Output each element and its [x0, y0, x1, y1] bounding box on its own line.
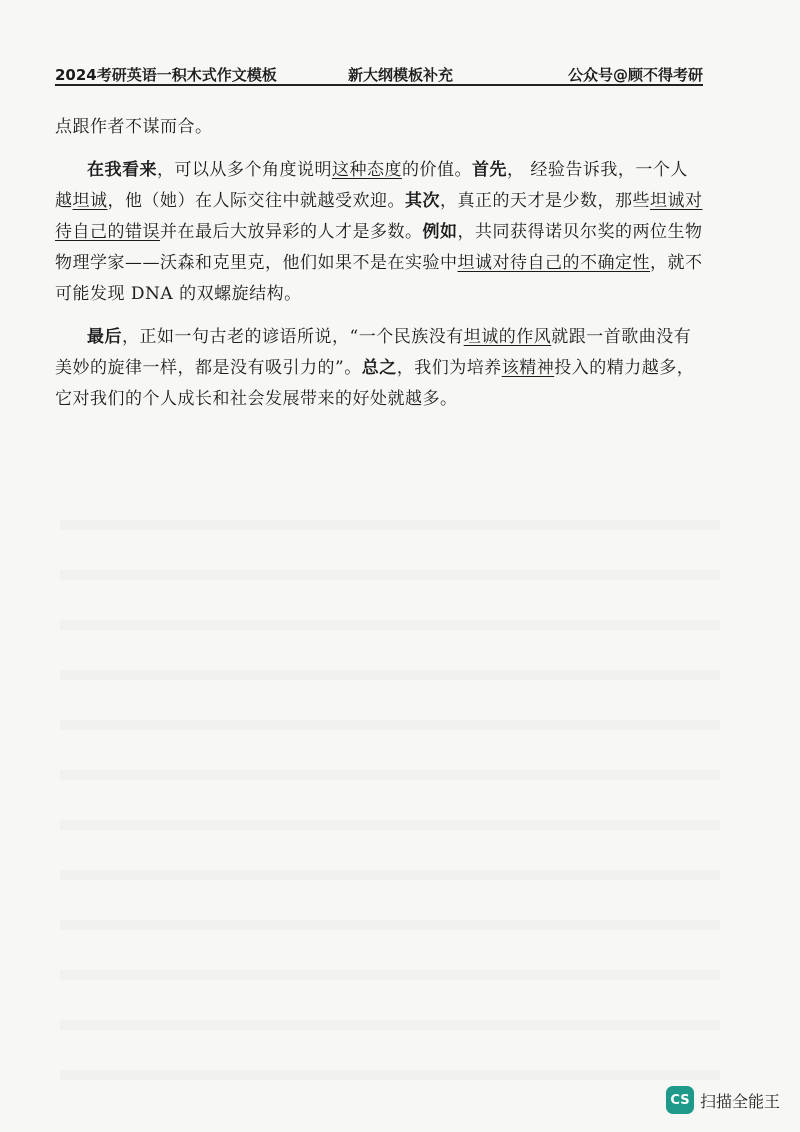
underlined-phrase: 坦诚 [72, 191, 108, 211]
underlined-phrase: 坦诚的作风 [463, 327, 552, 347]
text-run: 投入的精力越多，它对我们的个人成长和社会发展带来的好处就越多。 [55, 358, 695, 409]
header-title: 2024考研英语一积木式作文模板 [55, 66, 277, 84]
paragraph-argument [55, 155, 703, 310]
transition-phrase: 总之 [361, 358, 397, 378]
text-run: ，就不可能发现 DNA 的双螺旋结构。 [55, 253, 703, 304]
text-run: 并在最后大放异彩的人才是多数。 [160, 222, 423, 242]
scanner-watermark [666, 1086, 780, 1114]
header-subtitle: 新大纲模板补充 [348, 66, 454, 84]
text-run: ， 经验告诉我，一个人越 [55, 160, 688, 211]
bleed-through-area [60, 480, 720, 1080]
underlined-phrase: 该精神 [501, 358, 555, 378]
text-run: ，真正的天才是少数，那些 [440, 191, 650, 211]
transition-phrase: 首先 [472, 160, 507, 180]
text-run: 的价值。 [402, 160, 472, 180]
text-run: 就跟一首歌曲没有美妙的旋律一样，都是没有吸引力的”。 [55, 327, 692, 378]
camscanner-logo-icon: CS [666, 1086, 694, 1114]
header-source: 公众号@顾不得考研 [567, 66, 703, 84]
paragraph-continuation: 点跟作者不谋而合。 [55, 117, 213, 137]
underlined-phrase: 坦诚对待自己的错误 [55, 191, 703, 242]
underlined-phrase: 这种态度 [332, 160, 402, 180]
transition-phrase: 在我看来 [87, 160, 157, 180]
underlined-phrase: 坦诚对待自己的不确定性 [457, 253, 650, 273]
text-run: ，正如一句古老的谚语所说，“一个民族没有 [122, 327, 464, 347]
text-run: ，可以从多个角度说明 [157, 160, 332, 180]
text-run: ，我们为培养 [396, 358, 502, 378]
essay-body [55, 112, 703, 427]
transition-phrase: 其次 [405, 191, 440, 211]
transition-phrase: 最后 [87, 327, 122, 347]
text-run: ，共同获得诺贝尔奖的两位生物物理学家——沃森和克里克，他们如果不是在实验中 [55, 222, 703, 273]
watermark-label: 扫描全能王 [699, 1091, 780, 1111]
text-run: ，他（她）在人际交往中就越受欢迎。 [107, 191, 405, 211]
page-header [55, 62, 703, 86]
transition-phrase: 例如 [422, 222, 458, 242]
paragraph-conclusion [55, 322, 703, 415]
